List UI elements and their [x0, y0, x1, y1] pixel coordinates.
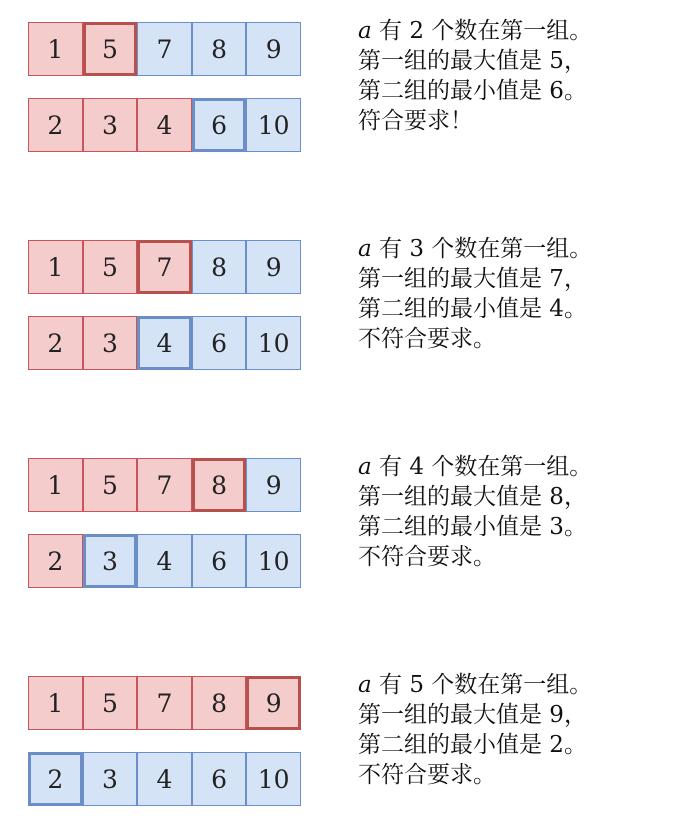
- variable-a: a: [358, 672, 372, 698]
- cell: 10: [246, 534, 301, 588]
- cell: 9: [246, 458, 301, 512]
- variable-a: a: [358, 454, 372, 480]
- cell: 9: [246, 22, 301, 76]
- cell: 1: [28, 458, 83, 512]
- cell: 5: [83, 676, 138, 730]
- row-first-sequence: [28, 458, 301, 512]
- cell: 4: [137, 752, 192, 806]
- line-1: [358, 452, 592, 482]
- row-first-sequence: [28, 240, 301, 294]
- cell: 7: [137, 676, 192, 730]
- row-second-sequence: [28, 98, 301, 152]
- cell: 10: [246, 752, 301, 806]
- min-highlight-cell: 4: [137, 316, 192, 370]
- cell: 6: [192, 752, 247, 806]
- panel-3: [0, 454, 674, 618]
- cell: 1: [28, 22, 83, 76]
- explanation-text: [358, 670, 592, 790]
- line-1-rest: 有 3 个数在第一组。: [371, 236, 593, 262]
- line-3: 第二组的最小值是 4。: [358, 296, 587, 322]
- cell: 8: [192, 676, 247, 730]
- cell: 8: [192, 240, 247, 294]
- line-2: 第一组的最大值是 7，: [358, 266, 587, 292]
- cell: 2: [28, 98, 83, 152]
- line-1: [358, 234, 592, 264]
- min-highlight-cell: 6: [192, 98, 247, 152]
- line-4: 符合要求！: [358, 108, 473, 134]
- explanation-text: [358, 452, 592, 572]
- line-1: [358, 16, 592, 46]
- cell: 4: [137, 534, 192, 588]
- cell: 5: [83, 240, 138, 294]
- row-second-sequence: [28, 534, 301, 588]
- line-3: 第二组的最小值是 3。: [358, 514, 587, 540]
- line-1-rest: 有 2 个数在第一组。: [371, 18, 593, 44]
- variable-a: a: [358, 18, 372, 44]
- cell: 2: [28, 316, 83, 370]
- line-4: 不符合要求。: [358, 762, 496, 788]
- cell: 7: [137, 22, 192, 76]
- cell: 3: [83, 752, 138, 806]
- cell: 6: [192, 534, 247, 588]
- cell: 3: [83, 98, 138, 152]
- cell: 7: [137, 458, 192, 512]
- row-second-sequence: [28, 316, 301, 370]
- min-highlight-cell: 2: [28, 752, 83, 806]
- line-2: 第一组的最大值是 8，: [358, 484, 587, 510]
- line-1-rest: 有 5 个数在第一组。: [371, 672, 593, 698]
- line-1-rest: 有 4 个数在第一组。: [371, 454, 593, 480]
- cell: 1: [28, 240, 83, 294]
- panel-1: [0, 18, 674, 182]
- cell: 6: [192, 316, 247, 370]
- panel-2: [0, 236, 674, 400]
- panel-4: [0, 672, 674, 836]
- line-4: 不符合要求。: [358, 326, 496, 352]
- line-4: 不符合要求。: [358, 544, 496, 570]
- line-3: 第二组的最小值是 2。: [358, 732, 587, 758]
- line-2: 第一组的最大值是 5，: [358, 48, 587, 74]
- cell: 3: [83, 316, 138, 370]
- variable-a: a: [358, 236, 372, 262]
- cell: 10: [246, 316, 301, 370]
- cell: 2: [28, 534, 83, 588]
- min-highlight-cell: 3: [83, 534, 138, 588]
- cell: 9: [246, 240, 301, 294]
- row-first-sequence: [28, 676, 301, 730]
- cell: 1: [28, 676, 83, 730]
- cell: 10: [246, 98, 301, 152]
- explanation-text: [358, 234, 592, 354]
- max-highlight-cell: 8: [192, 458, 247, 512]
- max-highlight-cell: 9: [246, 676, 301, 730]
- row-second-sequence: [28, 752, 301, 806]
- cell: 5: [83, 458, 138, 512]
- max-highlight-cell: 7: [137, 240, 192, 294]
- line-1: [358, 670, 592, 700]
- cell: 4: [137, 98, 192, 152]
- max-highlight-cell: 5: [83, 22, 138, 76]
- row-first-sequence: [28, 22, 301, 76]
- explanation-text: [358, 16, 592, 136]
- line-2: 第一组的最大值是 9，: [358, 702, 587, 728]
- line-3: 第二组的最小值是 6。: [358, 78, 587, 104]
- cell: 8: [192, 22, 247, 76]
